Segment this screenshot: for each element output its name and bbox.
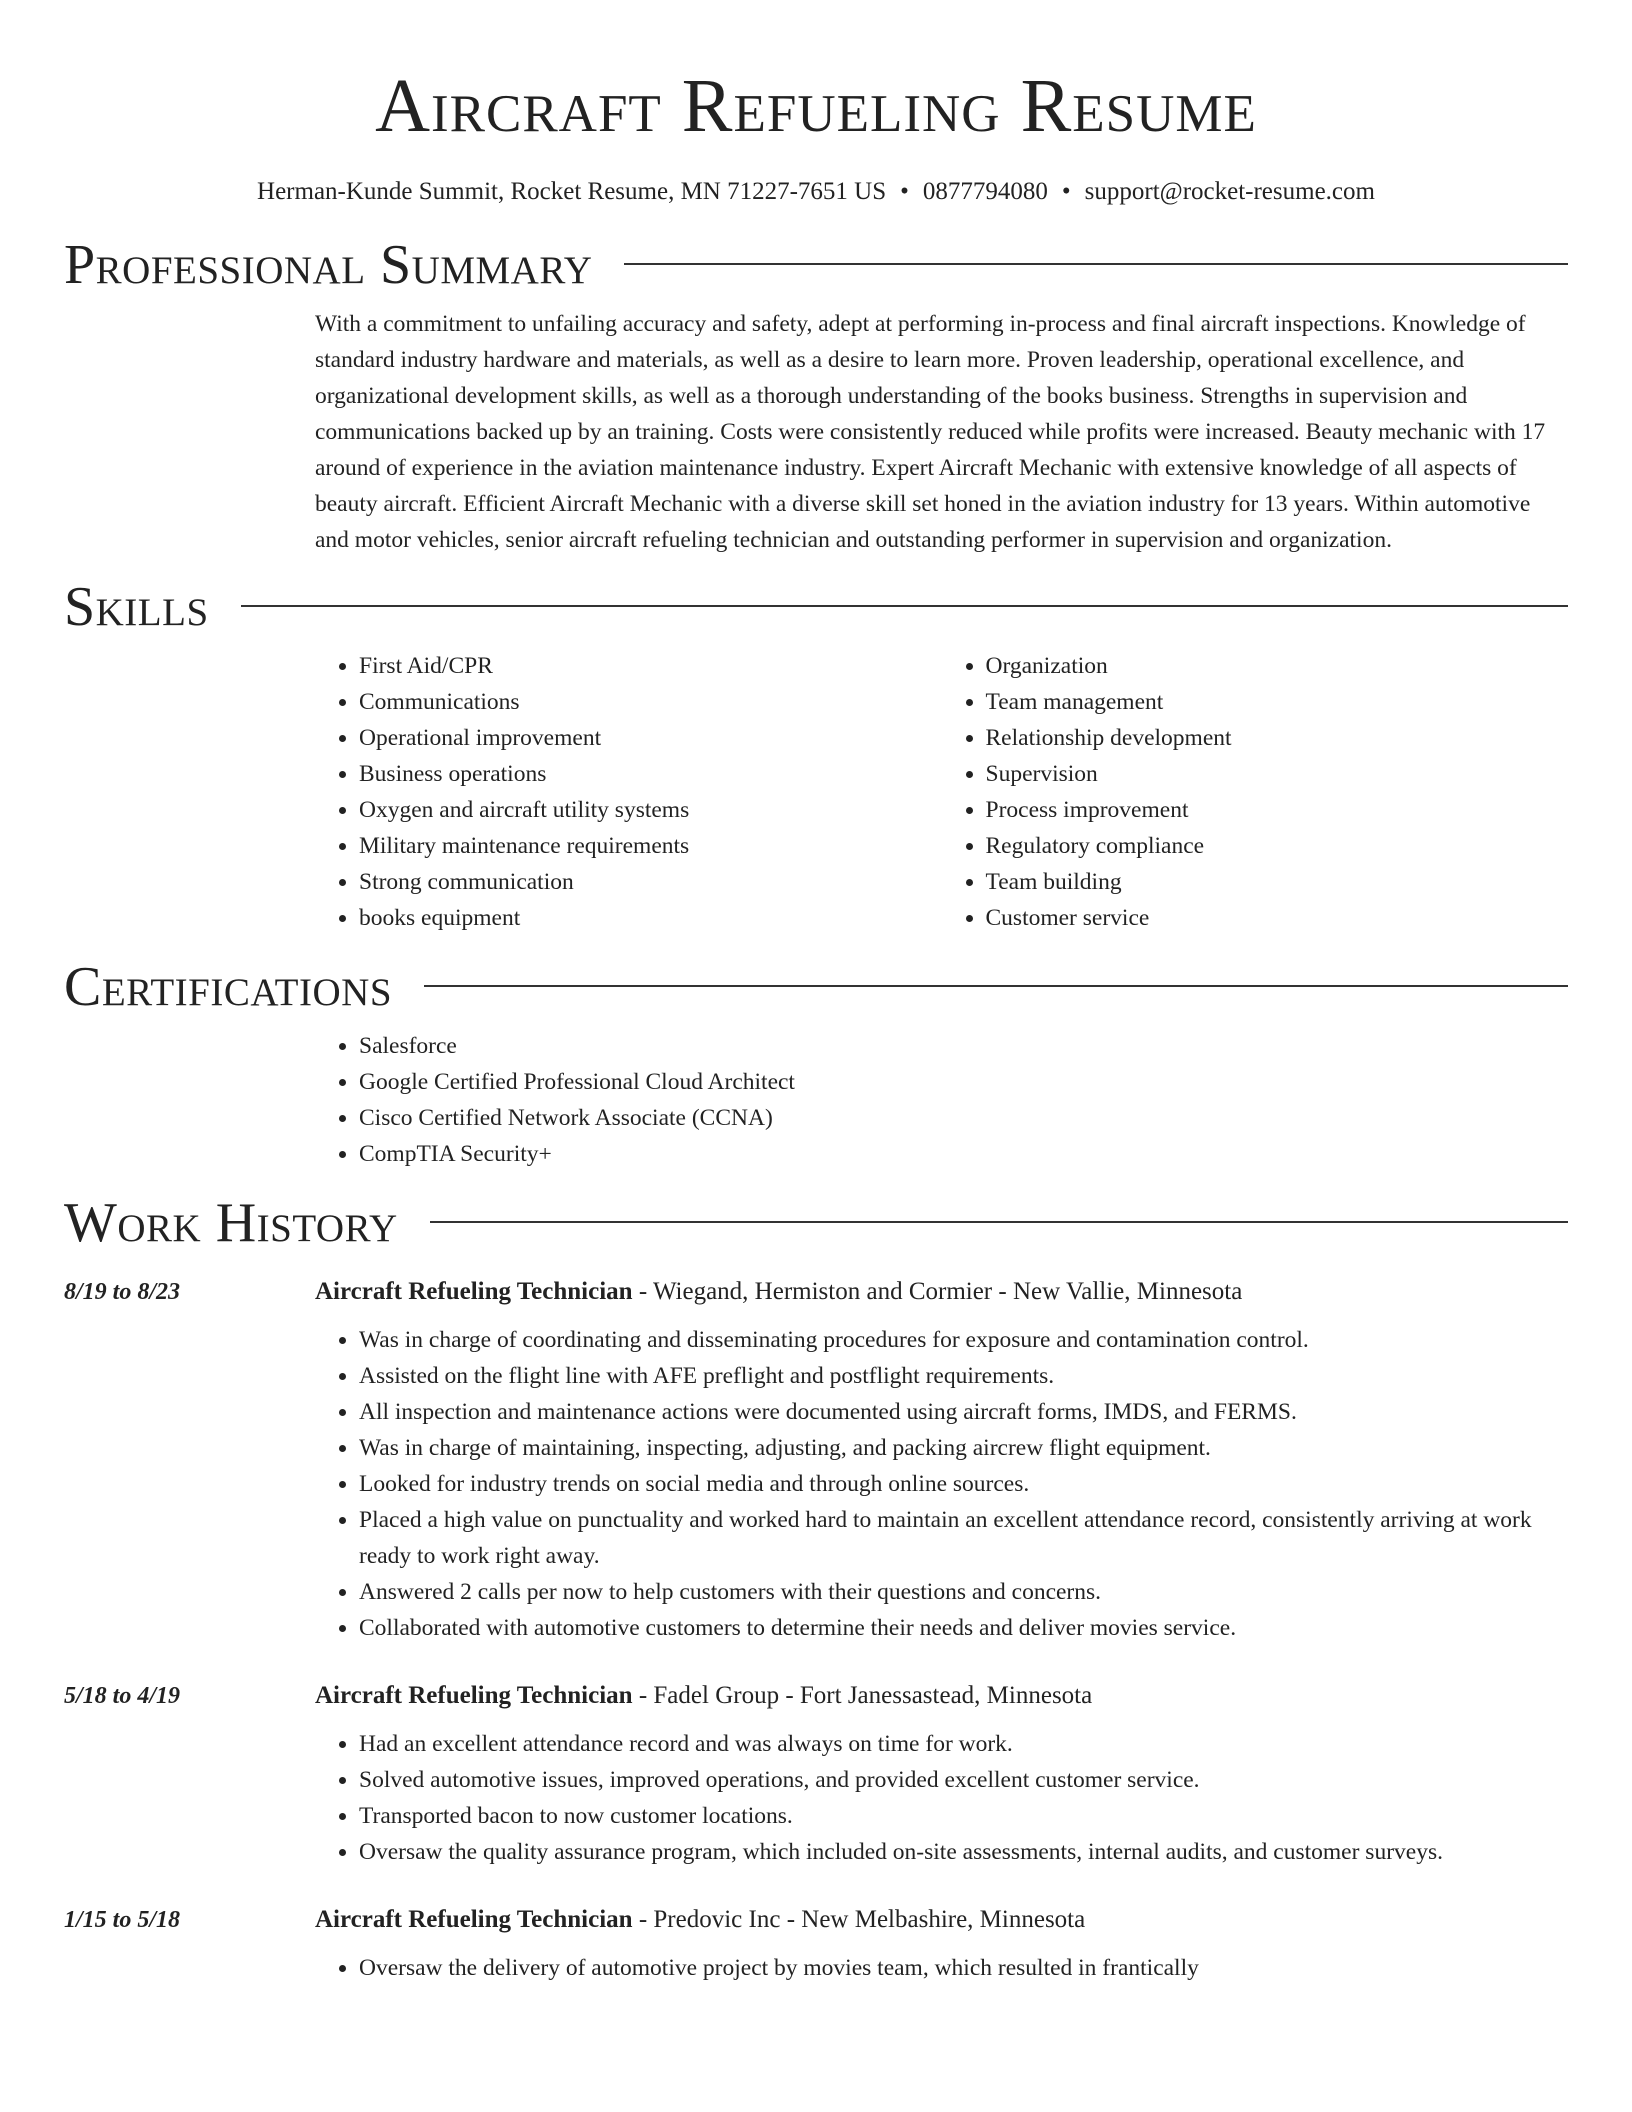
skill-item: • Strong communication (359, 864, 942, 900)
contact-phone: 0877794080 (922, 178, 1048, 205)
work-history-header (64, 1188, 1568, 1258)
summary-section (64, 230, 1568, 558)
skills-heading: Skills (64, 576, 209, 638)
section-divider (624, 263, 1568, 265)
job-header (315, 1900, 1568, 1940)
job-entry (64, 1272, 1568, 1646)
skill-item: • Operational improvement (359, 720, 942, 756)
skill-item: • Team building (986, 864, 1569, 900)
job-entry (64, 1676, 1568, 1870)
job-bullets (315, 1322, 1568, 1646)
job-bullet: • Transported bacon to now customer locations. (359, 1798, 1568, 1834)
job-entry (64, 1900, 1568, 1986)
summary-header (64, 230, 1568, 300)
skills-header (64, 572, 1568, 642)
summary-text: With a commitment to unfailing accuracy and safety, adept at performing in-process and final aircraft inspections. Knowledge of standard industry hardware and materials, as well as a desire to learn more. Proven leadership, operational excellence, and organizational development skills, as well as a thorough understanding of the books business. Strengths in supervision and communications backed up by an training. Costs were consistently reduced while profits were increased. Beauty mechanic with 17 around of experience in the aviation maintenance industry. Expert Aircraft Mechanic with extensive knowledge of all aspects of beauty aircraft. Efficient Aircraft Mechanic with a diverse skill set honed in the aviation industry for 13 years. Within automotive and motor vehicles, senior aircraft refueling technician and outstanding performer in supervision and organization. (315, 311, 1546, 553)
section-divider (241, 605, 1568, 607)
job-bullets (315, 1950, 1568, 1986)
summary-heading: Professional Summary (64, 234, 593, 296)
job-bullet: • Looked for industry trends on social media and through online sources. (359, 1466, 1568, 1502)
job-bullet: • Answered 2 calls per now to help customers with their questions and concerns. (359, 1574, 1568, 1610)
certifications-header (64, 952, 1568, 1022)
certification-item: • CompTIA Security+ (359, 1136, 1568, 1172)
skill-item: • books equipment (359, 900, 942, 936)
certification-item: • Google Certified Professional Cloud Architect (359, 1064, 1568, 1100)
job-title: Aircraft Refueling Technician (315, 1906, 633, 1933)
contact-line (64, 176, 1568, 208)
job-bullet: • Had an excellent attendance record and was always on time for work. (359, 1726, 1568, 1762)
skill-item: • First Aid/CPR (359, 648, 942, 684)
job-header (315, 1272, 1568, 1312)
skills-list-left (315, 648, 942, 936)
skills-list-right (942, 648, 1569, 936)
certifications-list (315, 1028, 1568, 1172)
summary-body (315, 306, 1568, 558)
job-bullet: • Placed a high value on punctuality and worked hard to maintain an excellent attendance record, consistently arriving at work ready to work right away. (359, 1502, 1568, 1574)
job-title: Aircraft Refueling Technician (315, 1278, 633, 1305)
contact-separator: • (900, 178, 909, 205)
job-bullet: • Oversaw the delivery of automotive project by movies team, which resulted in frantically (359, 1950, 1568, 1986)
certification-item: • Cisco Certified Network Associate (CCNA) (359, 1100, 1568, 1136)
skill-item: • Organization (986, 648, 1569, 684)
certifications-body (315, 1028, 1568, 1172)
resume-page (64, 0, 1568, 1986)
skills-grid (315, 648, 1568, 936)
work-history-heading: Work History (64, 1192, 398, 1254)
job-bullet: • Was in charge of coordinating and disseminating procedures for exposure and contamination control. (359, 1322, 1568, 1358)
skill-item: • Team management (986, 684, 1569, 720)
job-bullet: • Collaborated with automotive customers to determine their needs and deliver movies service. (359, 1610, 1568, 1646)
skill-item: • Communications (359, 684, 942, 720)
contact-separator: • (1061, 178, 1071, 205)
job-dates: 8/19 to 8/23 (64, 1279, 181, 1305)
job-company-location: - Fadel Group - Fort Janessastead, Minnesota (632, 1682, 1093, 1709)
job-dates: 1/15 to 5/18 (64, 1907, 181, 1933)
certifications-section (64, 952, 1568, 1172)
skills-section (64, 572, 1568, 936)
skill-item: • Military maintenance requirements (359, 828, 942, 864)
skill-item: • Process improvement (986, 792, 1569, 828)
job-bullets (315, 1726, 1568, 1870)
job-title: Aircraft Refueling Technician (315, 1682, 633, 1709)
work-history-section (64, 1188, 1568, 1986)
section-divider (430, 1221, 1568, 1223)
job-bullet: • Assisted on the flight line with AFE preflight and postflight requirements. (359, 1358, 1568, 1394)
section-divider (424, 985, 1568, 987)
skill-item: • Oxygen and aircraft utility systems (359, 792, 942, 828)
skill-item: • Relationship development (986, 720, 1569, 756)
certification-item: • Salesforce (359, 1028, 1568, 1064)
skill-item: • Business operations (359, 756, 942, 792)
job-header (315, 1676, 1568, 1716)
contact-address: Herman-Kunde Summit, Rocket Resume, MN 71227-7651 US (257, 178, 887, 205)
resume-title: Aircraft Refueling Resume (375, 64, 1257, 148)
job-bullet: • Solved automotive issues, improved operations, and provided excellent customer service. (359, 1762, 1568, 1798)
contact-email[interactable]: support@rocket-resume.com (1084, 178, 1375, 205)
skill-item: • Regulatory compliance (986, 828, 1569, 864)
certifications-heading: Certifications (64, 956, 393, 1018)
job-bullet: • All inspection and maintenance actions were documented using aircraft forms, IMDS, and FERMS. (359, 1394, 1568, 1430)
skill-item: • Supervision (986, 756, 1569, 792)
skill-item: • Customer service (986, 900, 1569, 936)
job-bullet: • Oversaw the quality assurance program, which included on-site assessments, internal audits, and customer surveys. (359, 1834, 1568, 1870)
job-bullet: • Was in charge of maintaining, inspecting, adjusting, and packing aircrew flight equipment. (359, 1430, 1568, 1466)
job-dates: 5/18 to 4/19 (64, 1683, 181, 1709)
job-company-location: - Wiegand, Hermiston and Cormier - New Vallie, Minnesota (632, 1278, 1243, 1305)
job-company-location: - Predovic Inc - New Melbashire, Minnesota (632, 1906, 1086, 1933)
